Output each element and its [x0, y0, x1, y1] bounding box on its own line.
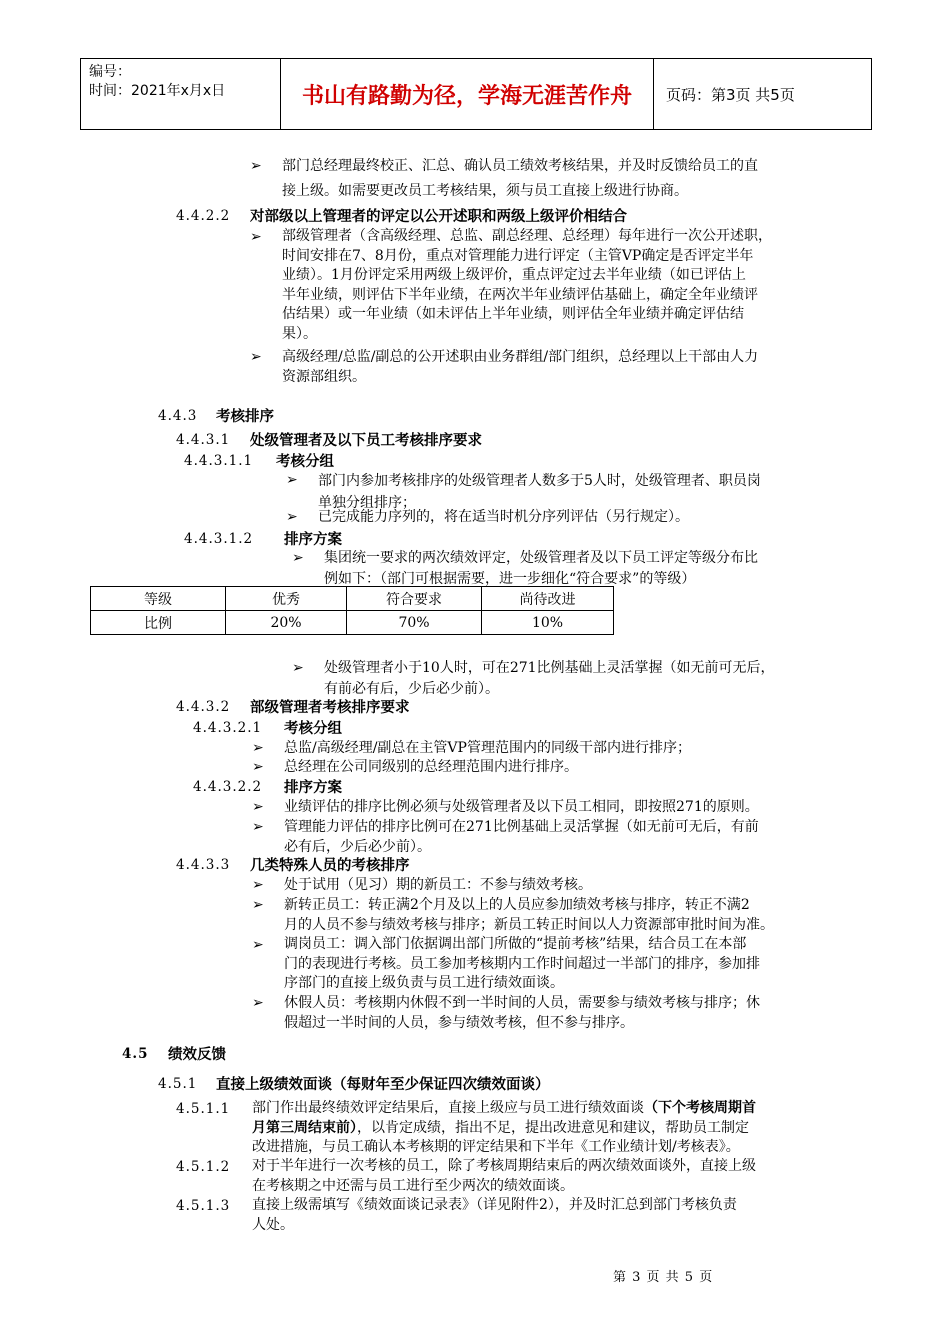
bullet-text: 半年业绩，则评估下半年业绩，在两次半年业绩评估基础上，确定全年业绩评: [282, 286, 758, 303]
paragraph-emphasis: （下个考核周期首: [644, 1100, 756, 1116]
header-page-info: 页码：第3页 共5页: [666, 85, 795, 104]
bullet-text: 例如下：（部门可根据需要，进一步细化“符合要求”的等级）: [324, 571, 696, 587]
bullet-text: 处级管理者小于10人时，可在271比例基础上灵活掌握（如无前可无后，: [324, 660, 775, 676]
header-meta: [81, 59, 281, 129]
section-title: 排序方案: [284, 779, 342, 796]
bullet-text: 门的表现进行考核。员工参加考核期内工作时间超过一半部门的排序，参加排: [284, 955, 760, 972]
bullet-text: 调岗员工：调入部门依据调出部门所做的“提前考核”结果，结合员工在本部: [284, 936, 747, 952]
bullet-text: 部门内参加考核排序的处级管理者人数多于5人时，处级管理者、职员岗: [318, 473, 761, 489]
bullet-text: 接上级。如需要更改员工考核结果，须与员工直接上级进行协商。: [282, 183, 688, 199]
bullet-text: 处于试用（见习）期的新员工：不参与绩效考核。: [284, 877, 592, 893]
paragraph-text: 人处。: [252, 1216, 294, 1233]
arrow-bullet-icon: ➢: [252, 819, 264, 835]
table-cell: 70%: [347, 611, 482, 635]
section-number: 4.4.3.1: [176, 432, 231, 448]
bullet-text: 新转正员工：转正满2个月及以上的人员应参加绩效考核与排序，转正不满2: [284, 897, 750, 913]
arrow-bullet-icon: ➢: [292, 660, 304, 676]
paragraph-text: 直接上级需填写《绩效面谈记录表》（详见附件2），并及时汇总到部门考核负责: [252, 1197, 737, 1213]
table-header-row: [91, 587, 614, 611]
bullet-text: 假超过一半时间的人员，参与绩效考核，但不参与排序。: [284, 1015, 634, 1031]
bullet-text: 部门总经理最终校正、汇总、确认员工绩效考核结果，并及时反馈给员工的直: [282, 158, 758, 174]
bullet-text: 有前必有后，少后必少前）。: [324, 681, 499, 697]
section-title: 绩效反馈: [168, 1046, 226, 1063]
arrow-bullet-icon: ➢: [250, 158, 262, 174]
paragraph-text: 部门作出最终绩效评定结果后，直接上级应与员工进行绩效面谈: [252, 1100, 644, 1116]
section-number: 4.4.2.2: [176, 208, 231, 224]
section-title: 考核排序: [216, 408, 274, 425]
bullet-text: 总监/高级经理/副总在主管VP管理范围内的同级干部内进行排序；: [284, 740, 691, 756]
bullet-text: 业绩评估的排序比例必须与处级管理者及以下员工相同，即按照271的原则。: [284, 799, 759, 815]
bullet-text: 月的人员不参与绩效考核与排序；新员工转正时间以人力资源部审批时间为准。: [284, 917, 774, 933]
arrow-bullet-icon: ➢: [250, 229, 262, 245]
paragraph-text: 对于半年进行一次考核的员工，除了考核周期结束后的两次绩效面谈外，直接上级: [252, 1158, 756, 1174]
section-number: 4.4.3.3: [176, 857, 231, 873]
section-number: 4.5.1.1: [176, 1101, 231, 1117]
table-cell: 10%: [482, 611, 614, 635]
paragraph-text: ，以肯定成绩，指出不足，提出改进意见和建议，帮助员工制定: [357, 1119, 749, 1136]
section-number: 4.5.1.3: [176, 1198, 231, 1214]
section-title: 考核分组: [284, 720, 342, 737]
bullet-text: 业绩）。1月份评定采用两级上级评价，重点评定过去半年业绩（如已评估上: [282, 267, 746, 283]
section-title: 几类特殊人员的考核排序: [250, 857, 410, 874]
table-cell: 20%: [226, 611, 347, 635]
header-table: [80, 58, 872, 130]
paragraph-text: 在考核期之中还需与员工进行至少两次的绩效面谈。: [252, 1177, 574, 1194]
table-header-cell: 优秀: [226, 587, 347, 611]
grade-ratio-table: [90, 586, 614, 635]
document-time: 时间：2021年x月x日: [89, 83, 226, 99]
table-header-cell: 符合要求: [347, 587, 482, 611]
bullet-text: 部级管理者（含高级经理、总监、副总经理、总经理）每年进行一次公开述职，: [282, 228, 772, 244]
bullet-text: 单独分组排序；: [318, 495, 416, 511]
section-title: 排序方案: [284, 531, 342, 548]
bullet-text: 休假人员：考核期内休假不到一半时间的人员，需要参与绩效考核与排序；休: [284, 995, 760, 1011]
paragraph: [252, 1196, 737, 1235]
arrow-bullet-icon: ➢: [292, 550, 304, 566]
document-number-label: 编号：: [89, 64, 131, 80]
section-number: 4.5.1: [158, 1076, 198, 1092]
arrow-bullet-icon: ➢: [252, 799, 264, 815]
section-title: 考核分组: [276, 453, 334, 470]
arrow-bullet-icon: ➢: [252, 937, 264, 953]
paragraph: [252, 1157, 756, 1196]
section-title: 处级管理者及以下员工考核排序要求: [250, 432, 482, 449]
table-row: [91, 611, 614, 635]
arrow-bullet-icon: ➢: [252, 897, 264, 913]
paragraph-emphasis: 月第三周结束前）: [252, 1119, 357, 1136]
bullet-text: 管理能力评估的排序比例可在271比例基础上灵活掌握（如无前可无后，有前: [284, 819, 759, 835]
page-footer: 第 3 页 共 5 页: [613, 1270, 714, 1285]
header-slogan: 书山有路勤为径，学海无涯苦作舟: [281, 59, 654, 129]
section-number: 4.4.3.1.1: [184, 453, 254, 469]
section-number: 4.4.3.2.2: [193, 779, 263, 795]
arrow-bullet-icon: ➢: [252, 995, 264, 1011]
section-title: 部级管理者考核排序要求: [250, 699, 410, 716]
section-number: 4.5: [122, 1046, 149, 1062]
bullet-text: 资源部组织。: [282, 369, 366, 385]
bullet-text: 总经理在公司同级别的总经理范围内进行排序。: [284, 759, 578, 775]
table-cell: 比例: [91, 611, 226, 635]
paragraph: [252, 1099, 756, 1158]
bullet-text: 果）。: [282, 325, 317, 342]
bullet-text: 已完成能力序列的，将在适当时机分序列评估（另行规定）。: [318, 509, 689, 525]
arrow-bullet-icon: ➢: [286, 509, 298, 525]
bullet-text: 时间安排在7、8月份，重点对管理能力进行评定（主管VP确定是否评定半年: [282, 247, 754, 264]
bullet-text: 估结果）或一年业绩（如未评估上半年业绩，则评估全年业绩并确定评估结: [282, 306, 744, 322]
arrow-bullet-icon: ➢: [252, 877, 264, 893]
arrow-bullet-icon: ➢: [252, 759, 264, 775]
bullet-text: 序部门的直接上级负责与员工进行绩效面谈。: [284, 975, 564, 991]
arrow-bullet-icon: ➢: [252, 740, 264, 756]
bullet-text: 集团统一要求的两次绩效评定，处级管理者及以下员工评定等级分布比: [324, 550, 758, 566]
section-title: 对部级以上管理者的评定以公开述职和两级上级评价相结合: [250, 208, 627, 225]
section-number: 4.5.1.2: [176, 1159, 231, 1175]
bullet-text: 必有后，少后必少前）。: [284, 839, 431, 855]
bullet-text: 高级经理/总监/副总的公开述职由业务群组/部门组织，总经理以上干部由人力: [282, 349, 759, 365]
table-header-cell: 尚待改进: [482, 587, 614, 611]
arrow-bullet-icon: ➢: [286, 472, 298, 488]
section-number: 4.4.3.2.1: [193, 720, 263, 736]
table-header-cell: 等级: [91, 587, 226, 611]
section-title: 直接上级绩效面谈（每财年至少保证四次绩效面谈）: [216, 1076, 550, 1093]
section-number: 4.4.3.2: [176, 699, 231, 715]
section-number: 4.4.3.1.2: [184, 531, 254, 547]
paragraph-text: 改进措施，与员工确认本考核期的评定结果和下半年《工作业绩计划/考核表》。: [252, 1139, 740, 1155]
section-number: 4.4.3: [158, 408, 198, 424]
arrow-bullet-icon: ➢: [250, 349, 262, 365]
